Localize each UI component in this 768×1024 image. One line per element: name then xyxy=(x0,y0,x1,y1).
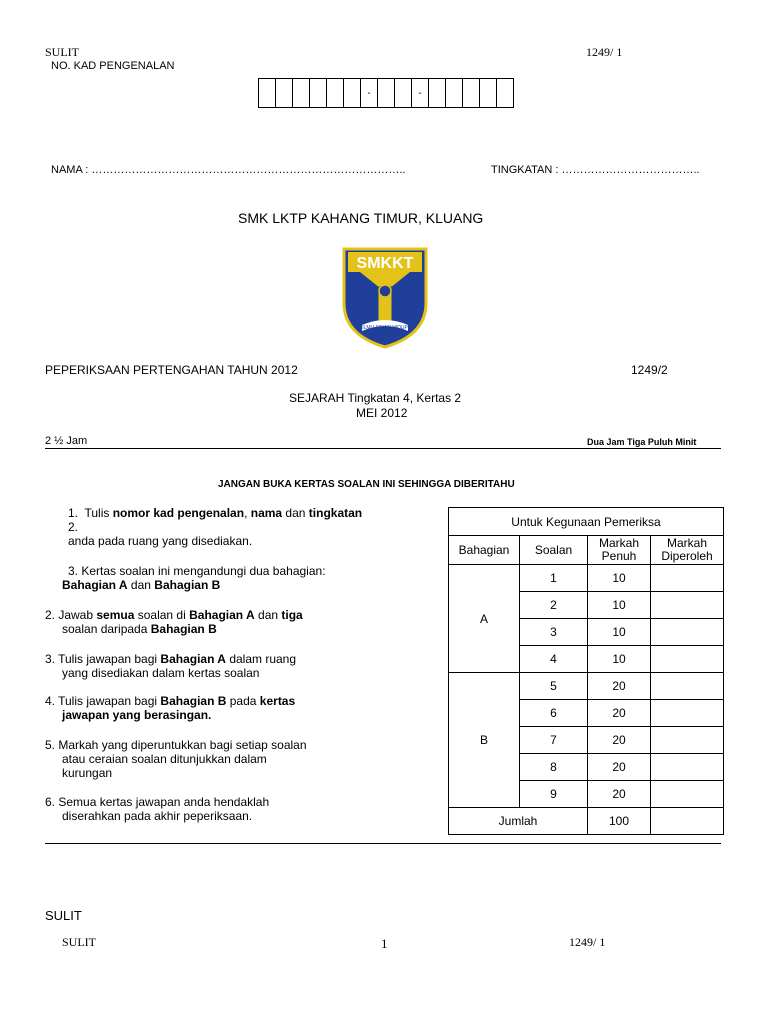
table-row xyxy=(449,565,724,592)
sulit-footer: SULIT xyxy=(45,908,82,923)
marks-obtained-cell[interactable] xyxy=(651,781,724,808)
instruction-3 xyxy=(45,608,303,636)
exam-duration: 2 ½ Jam xyxy=(45,435,88,447)
instruction-emphasis: Bahagian B xyxy=(154,578,221,592)
ic-digit-box[interactable] xyxy=(480,78,497,108)
instruction-5 xyxy=(45,694,295,722)
marks-obtained-cell[interactable] xyxy=(651,565,724,592)
ic-digit-box[interactable] xyxy=(310,78,327,108)
full-marks: 20 xyxy=(588,781,651,808)
ic-digit-box[interactable]: - xyxy=(361,78,378,108)
section-label: A xyxy=(449,565,520,673)
instruction-emphasis: Bahagian A xyxy=(62,578,128,592)
table-caption: Untuk Kegunaan Pemeriksa xyxy=(449,508,724,536)
instruction-emphasis: jawapan yang berasingan. xyxy=(62,708,212,722)
instruction-emphasis: Bahagian B xyxy=(150,622,217,636)
instruction-text: atau ceraian soalan ditunjukkan dalam xyxy=(62,752,267,766)
instruction-text: pada xyxy=(226,694,260,708)
instruction-emphasis: Bahagian A xyxy=(160,652,226,666)
header-markah-penuh xyxy=(588,536,651,565)
instruction-text: 6. Semua kertas jawapan anda hendaklah xyxy=(45,795,270,809)
instruction-text: diserahkan pada akhir peperiksaan. xyxy=(62,809,253,823)
marks-obtained-cell[interactable] xyxy=(651,673,724,700)
instruction-text: dan xyxy=(127,578,155,592)
header-soalan: Soalan xyxy=(520,536,588,565)
full-marks: 10 xyxy=(588,565,651,592)
sulit-footer-2: SULIT xyxy=(62,935,96,949)
ic-digit-box[interactable] xyxy=(463,78,480,108)
instruction-emphasis: kertas xyxy=(259,694,296,708)
total-diperoleh-cell[interactable] xyxy=(651,808,724,835)
marks-obtained-cell[interactable] xyxy=(651,727,724,754)
ic-digit-box[interactable] xyxy=(259,78,276,108)
ic-digit-box[interactable] xyxy=(429,78,446,108)
ic-digit-box[interactable] xyxy=(327,78,344,108)
header-label: Markah xyxy=(598,536,639,550)
divider-top xyxy=(45,448,721,449)
instruction-text: kurungan xyxy=(62,766,113,780)
instruction-text: 5. Markah yang diperuntukkan bagi setiap soalan xyxy=(45,738,307,752)
instruction-emphasis: nama xyxy=(250,506,283,520)
question-number: 7 xyxy=(520,727,588,754)
instruction-6 xyxy=(45,738,307,780)
full-marks: 20 xyxy=(588,754,651,781)
instruction-text: 3. Kertas soalan ini mengandungi dua bahagian: xyxy=(68,564,326,578)
exam-duration-words: Dua Jam Tiga Puluh Minit xyxy=(587,437,697,447)
section-b-rows xyxy=(449,673,724,808)
ic-number-boxes[interactable] xyxy=(258,78,514,108)
marks-obtained-cell[interactable] xyxy=(651,646,724,673)
question-number: 1 xyxy=(520,565,588,592)
exam-month: MEI 2012 xyxy=(356,406,408,420)
exam-title: PEPERIKSAAN PERTENGAHAN TAHUN 2012 xyxy=(45,363,298,377)
full-marks: 10 xyxy=(588,646,651,673)
instruction-emphasis: semua xyxy=(96,608,135,622)
instruction-text: soalan daripada xyxy=(62,622,151,636)
ic-digit-box[interactable] xyxy=(344,78,361,108)
instruction-text: anda pada ruang yang disediakan. xyxy=(68,534,253,548)
instruction-emphasis: tingkatan xyxy=(308,506,363,520)
instruction-text: dan xyxy=(254,608,282,622)
ic-digit-box[interactable] xyxy=(446,78,463,108)
full-marks: 10 xyxy=(588,592,651,619)
section-label: B xyxy=(449,673,520,808)
instruction-emphasis: nomor kad pengenalan xyxy=(112,506,245,520)
question-number: 2 xyxy=(520,592,588,619)
instruction-1 xyxy=(68,506,362,548)
instruction-emphasis: Bahagian B xyxy=(160,694,227,708)
table-row xyxy=(449,673,724,700)
marks-obtained-cell[interactable] xyxy=(651,754,724,781)
marks-obtained-cell[interactable] xyxy=(651,700,724,727)
header-label: Diperoleh xyxy=(661,549,713,563)
instruction-text: 3. Tulis jawapan bagi xyxy=(45,652,161,666)
divider-bottom xyxy=(45,843,721,844)
marks-obtained-cell[interactable] xyxy=(651,592,724,619)
ic-digit-box[interactable] xyxy=(378,78,395,108)
instruction-number: 2. xyxy=(68,520,79,534)
header-label: Penuh xyxy=(601,549,637,563)
instruction-text: soalan di xyxy=(134,608,190,622)
header-label: Markah xyxy=(666,536,707,550)
instruction-number: 1. xyxy=(68,506,79,520)
exam-code: 1249/2 xyxy=(631,363,668,377)
question-number: 5 xyxy=(520,673,588,700)
instruction-2 xyxy=(62,564,326,592)
logo-text: SMKKT xyxy=(356,255,414,272)
instruction-text: , xyxy=(244,506,251,520)
full-marks: 20 xyxy=(588,673,651,700)
marks-obtained-cell[interactable] xyxy=(651,619,724,646)
paper-code-footer: 1249/ 1 xyxy=(569,935,606,949)
full-marks: 20 xyxy=(588,700,651,727)
question-number: 9 xyxy=(520,781,588,808)
instruction-text: dan xyxy=(282,506,309,520)
instruction-4 xyxy=(45,652,296,680)
ic-digit-box[interactable] xyxy=(395,78,412,108)
sulit-header: SULIT xyxy=(45,45,79,59)
ic-digit-box[interactable] xyxy=(276,78,293,108)
section-a-rows xyxy=(449,565,724,673)
logo-motto: ILMU SINAR HIDUP xyxy=(362,325,408,331)
examiner-marks-table xyxy=(448,507,724,835)
question-number: 8 xyxy=(520,754,588,781)
ic-label: NO. KAD PENGENALAN xyxy=(51,60,175,72)
question-number: 4 xyxy=(520,646,588,673)
full-marks: 10 xyxy=(588,619,651,646)
instruction-text: 4. Tulis jawapan bagi xyxy=(45,694,161,708)
total-penuh: 100 xyxy=(588,808,651,835)
total-label: Jumlah xyxy=(449,808,588,835)
instruction-emphasis: tiga xyxy=(281,608,303,622)
instruction-text: Tulis xyxy=(84,506,113,520)
header-markah-diperoleh xyxy=(651,536,724,565)
question-number: 6 xyxy=(520,700,588,727)
school-name: SMK LKTP KAHANG TIMUR, KLUANG xyxy=(238,210,484,226)
ic-digit-box[interactable] xyxy=(293,78,310,108)
page-number: 1 xyxy=(381,936,388,951)
paper-code-header: 1249/ 1 xyxy=(586,45,623,59)
instruction-text: 2. Jawab xyxy=(45,608,97,622)
exam-subject: SEJARAH Tingkatan 4, Kertas 2 xyxy=(289,391,462,405)
instruction-text: dalam ruang xyxy=(225,652,297,666)
full-marks: 20 xyxy=(588,727,651,754)
warning-text: JANGAN BUKA KERTAS SOALAN INI SEHINGGA DIBERITAHU xyxy=(218,479,515,490)
nama-field[interactable]: NAMA : ………………………………………………………………………….. xyxy=(51,164,406,176)
ic-digit-box[interactable] xyxy=(497,78,514,108)
instruction-7 xyxy=(45,795,269,823)
instruction-emphasis: Bahagian A xyxy=(189,608,255,622)
header-bahagian: Bahagian xyxy=(449,536,520,565)
instruction-text: yang disediakan dalam kertas soalan xyxy=(62,666,260,680)
school-logo xyxy=(342,247,428,349)
tingkatan-field[interactable]: TINGKATAN : ……………………………….. xyxy=(491,164,700,176)
ic-digit-box[interactable]: - xyxy=(412,78,429,108)
question-number: 3 xyxy=(520,619,588,646)
